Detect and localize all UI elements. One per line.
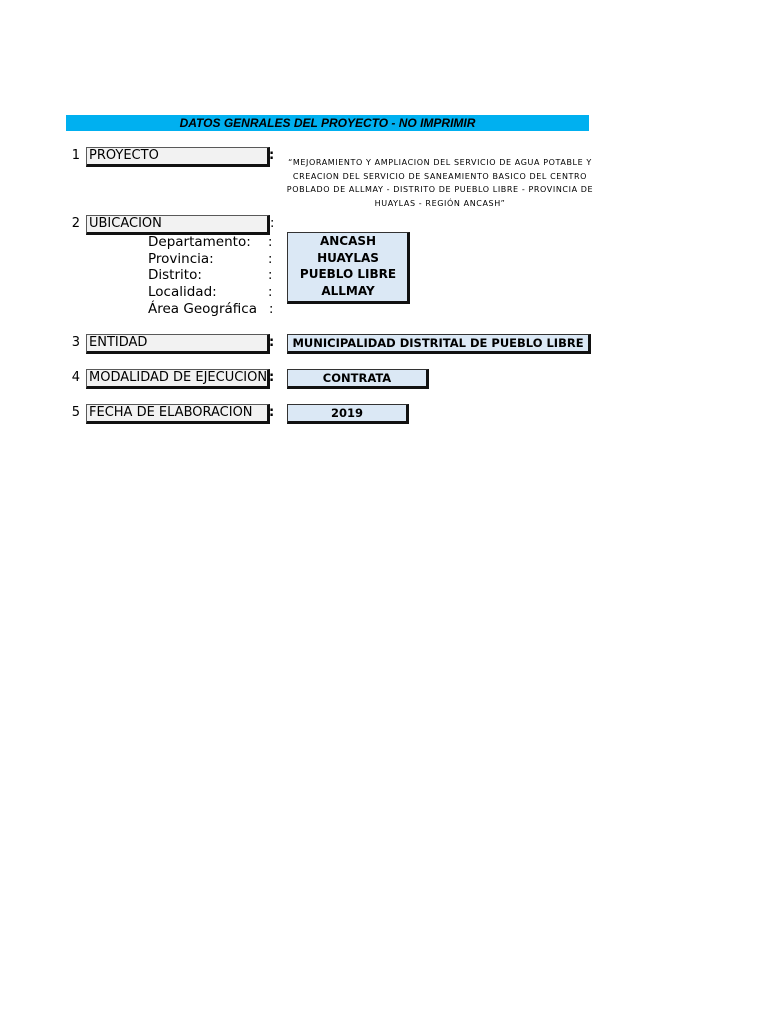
provincia-colon: : bbox=[268, 252, 273, 267]
area-geografica-colon: : bbox=[269, 302, 274, 317]
item-number: 5 bbox=[71, 405, 80, 420]
entidad-label: ENTIDAD bbox=[86, 334, 270, 354]
modalidad-label: MODALIDAD DE EJECUCIÓN bbox=[86, 369, 270, 389]
modalidad-value: CONTRATA bbox=[287, 369, 429, 389]
item-number: 4 bbox=[71, 370, 80, 385]
distrito-label: Distrito: bbox=[148, 267, 202, 283]
departamento-colon: : bbox=[268, 235, 273, 250]
localidad-value: ALLMAY bbox=[321, 284, 375, 298]
provincia-value: HUAYLAS bbox=[317, 251, 379, 265]
item-number: 1 bbox=[71, 148, 80, 163]
area-geografica-label: Área Geográfica bbox=[148, 301, 257, 317]
entidad-value: MUNICIPALIDAD DISTRITAL DE PUEBLO LIBRE bbox=[287, 334, 591, 354]
proyecto-label: PROYECTO bbox=[86, 147, 270, 167]
item-number: 3 bbox=[71, 335, 80, 350]
provincia-label: Provincia: bbox=[148, 251, 214, 267]
departamento-value: ANCASH bbox=[319, 234, 377, 248]
localidad-label: Localidad: bbox=[148, 284, 217, 300]
ubicacion-label: UBICACIÓN bbox=[86, 215, 270, 235]
proyecto-colon: : bbox=[269, 148, 275, 163]
departamento-label: Departamento: bbox=[148, 234, 251, 250]
modalidad-colon: : bbox=[269, 370, 275, 385]
proyecto-description: “MEJORAMIENTO Y AMPLIACION DEL SERVICIO DE AGUA POTABLE Y CREACION DEL SERVICIO DE SANEAMIENTO BASICO DEL CENTRO POBLADO DE ALLMAY - DISTRITO DE PUEBLO LIBRE - PROVINCIA DE HUAYLAS - REGIÓN ANCASH” bbox=[286, 158, 594, 209]
fecha-label: FECHA DE ELABORACIÓN bbox=[86, 404, 270, 424]
fecha-value: 2019 bbox=[287, 404, 409, 424]
fecha-colon: : bbox=[269, 405, 275, 420]
item-number: 2 bbox=[71, 216, 80, 231]
entidad-colon: : bbox=[269, 335, 275, 350]
localidad-colon: : bbox=[268, 285, 273, 300]
distrito-colon: : bbox=[268, 268, 273, 283]
ubicacion-colon: : bbox=[270, 216, 275, 231]
distrito-value: PUEBLO LIBRE bbox=[299, 267, 397, 281]
section-banner: DATOS GENRALES DEL PROYECTO - NO IMPRIMIR bbox=[66, 115, 589, 131]
